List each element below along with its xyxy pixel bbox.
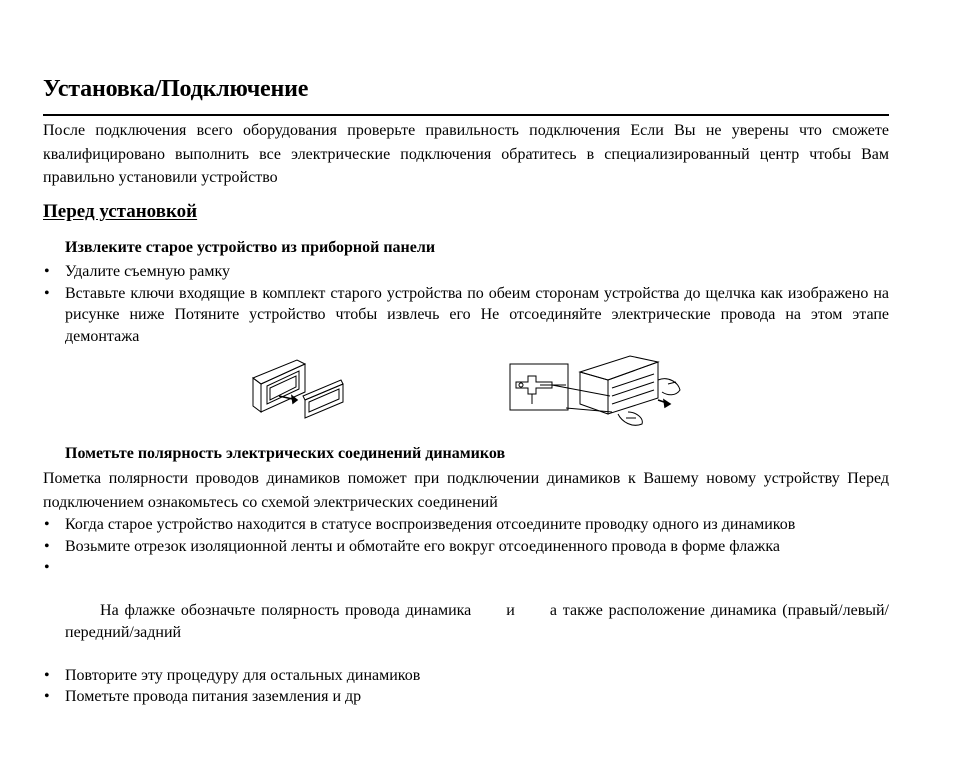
list-item [43,536,889,558]
title-underline-rule [43,114,889,116]
bullet-icon: • [44,284,50,302]
list-item-text: На флажке обозначьте полярность провода динамика и а также расположение динамика (правый/левый/передний/задний [65,602,890,641]
list-item [43,686,889,708]
page-title: Установка/Подключение [43,76,309,102]
unit-extraction-illustration [508,352,688,432]
list-item-text: Повторите эту процедуру для остальных динамиков [65,666,421,684]
list-item [43,557,889,665]
bullet-icon: • [44,537,50,555]
section-heading-before-install: Перед установкой [43,201,198,222]
bullet-icon: • [44,516,50,533]
bullet-icon: • [44,688,50,705]
list-item-text: Вставьте ключи входящие в комплект старого устройства по обеим сторонам устройства до щелчка как изображено на рисунке ниже Потяните устройство чтобы извлечь его Не отсоединяйте электрические провода на этом этапе демонтажа [65,284,889,345]
list-item-text: Удалите съемную рамку [65,263,230,280]
bullet-icon: • [44,263,50,280]
intro-paragraph: После подключения всего оборудования проверьте правильность подключения Если Вы не уверены что сможете квалифицировано выполнить все электрические подключения обратитесь в специализированный центр чтобы Вам правильно установили устройство [43,122,889,186]
list-item [43,665,889,687]
step2-bullet-list [43,514,889,708]
list-item-text: Когда старое устройство находится в статусе воспроизведения отсоедините проводку одного из динамиков [65,516,796,533]
bullet-icon: • [44,559,50,576]
step1-heading: Извлеките старое устройство из приборной панели [65,239,436,256]
step1-bullet-list [43,261,889,347]
list-item-text: Пометьте провода питания заземления и др [65,688,362,705]
frame-removal-illustration [249,356,345,428]
list-item [43,261,889,283]
bullet-icon: • [44,666,50,684]
step2-paragraph: Пометка полярности проводов динамиков поможет при подключении динамиков к Вашему новому устройству Перед подключением ознакомьтесь со схемой электрических соединений [43,470,889,511]
list-item-text: Возьмите отрезок изоляционной ленты и обмотайте его вокруг отсоединенного провода в форме флажка [65,537,780,555]
step2-heading: Пометьте полярность электрических соединений динамиков [65,445,506,462]
list-item [43,283,889,348]
list-item [43,514,889,536]
